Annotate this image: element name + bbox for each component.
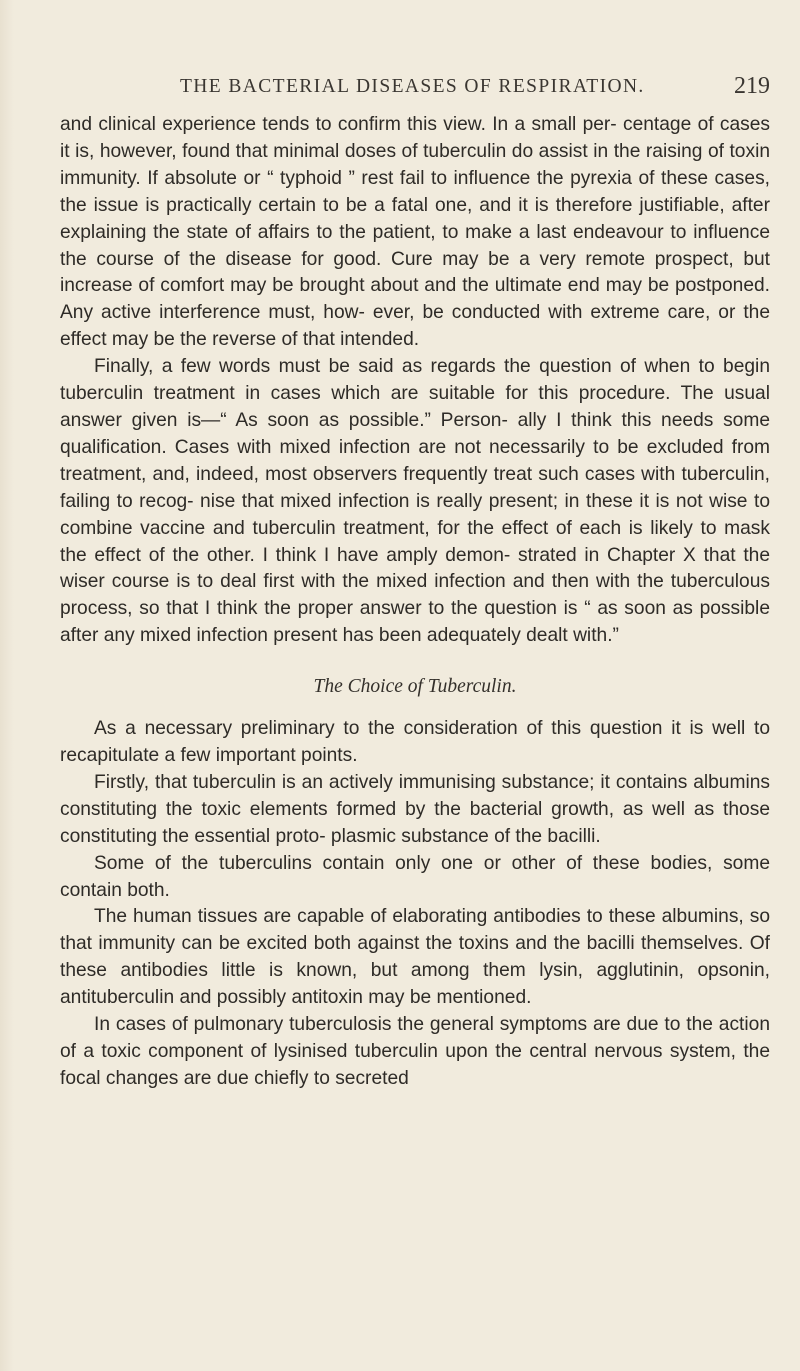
paragraph-continuation: and clinical experience tends to confirm this view. In a small per- centage of cases it is, however, found that minimal doses of tuberculin do assist in the raising of toxin immunity. If absolute or “ typhoid ” rest fail to influence the pyrexia of these cases, the issue is practically certain to be a fatal one, and it is therefore justifiable, after explaining the state of affairs to the patient, to make a last endeavour to influence the course of the disease for good. Cure may be a very remote prospect, but increase of comfort may be brought about and the ultimate end may be postponed. Any active interference must, how- ever, be conducted with extreme care, or the effect may be the reverse of that intended. (60, 114, 770, 351)
paragraph-preliminary: As a necessary preliminary to the consideration of this question it is well to recapitulate a few important points. (60, 718, 770, 767)
paragraph-firstly: Firstly, that tuberculin is an actively immunising substance; it contains albumins constituting the toxic elements formed by the bacterial growth, as well as those constituting the essential proto- plasmic substance of the bacilli. (60, 771, 770, 847)
running-head (60, 73, 770, 106)
paragraph-some-tuberculins: Some of the tuberculins contain only one or other of these bodies, some contain both. (60, 852, 770, 901)
paragraph-antibodies: The human tissues are capable of elaborating antibodies to these albumins, so that immunity can be excited both against the toxins and the bacilli themselves. Of these antibodies little is known, but among them lysin, agglutinin, opsonin, antituberculin and possibly antitoxin may be mentioned. (60, 906, 770, 1009)
section-heading: The Choice of Tuberculin. (313, 676, 517, 698)
running-title: THE BACTERIAL DISEASES OF RESPIRATION. (180, 76, 645, 97)
page-number: 219 (734, 73, 770, 99)
paragraph-pulmonary: In cases of pulmonary tuberculosis the general symptoms are due to the action of a toxic component of lysinised tuberculin upon the central nervous system, the focal changes are due chiefly to secreted (60, 1014, 770, 1089)
body-text (60, 112, 770, 1093)
paragraph-when-to-begin: Finally, a few words must be said as regards the question of when to begin tuberculin treatment in cases which are suitable for this procedure. The usual answer given is—“ As soon as possible.” Person- ally I think this needs some qualification. Cases with mixed infection are not necessarily to be excluded from treatment, and, indeed, most observers frequently treat such cases with tuberculin, failing to recog- nise that mixed infection is really present; in these it is not wise to combine vaccine and tuberculin treatment, for the effect of each is likely to mask the effect of the other. I think I have amply demon- strated in Chapter X that the wiser course is to deal first with the mixed infection and then with the tuberculous process, so that I think the proper answer to the question is “ as soon as possible after any mixed infection present has been adequately dealt with.” (60, 356, 770, 647)
